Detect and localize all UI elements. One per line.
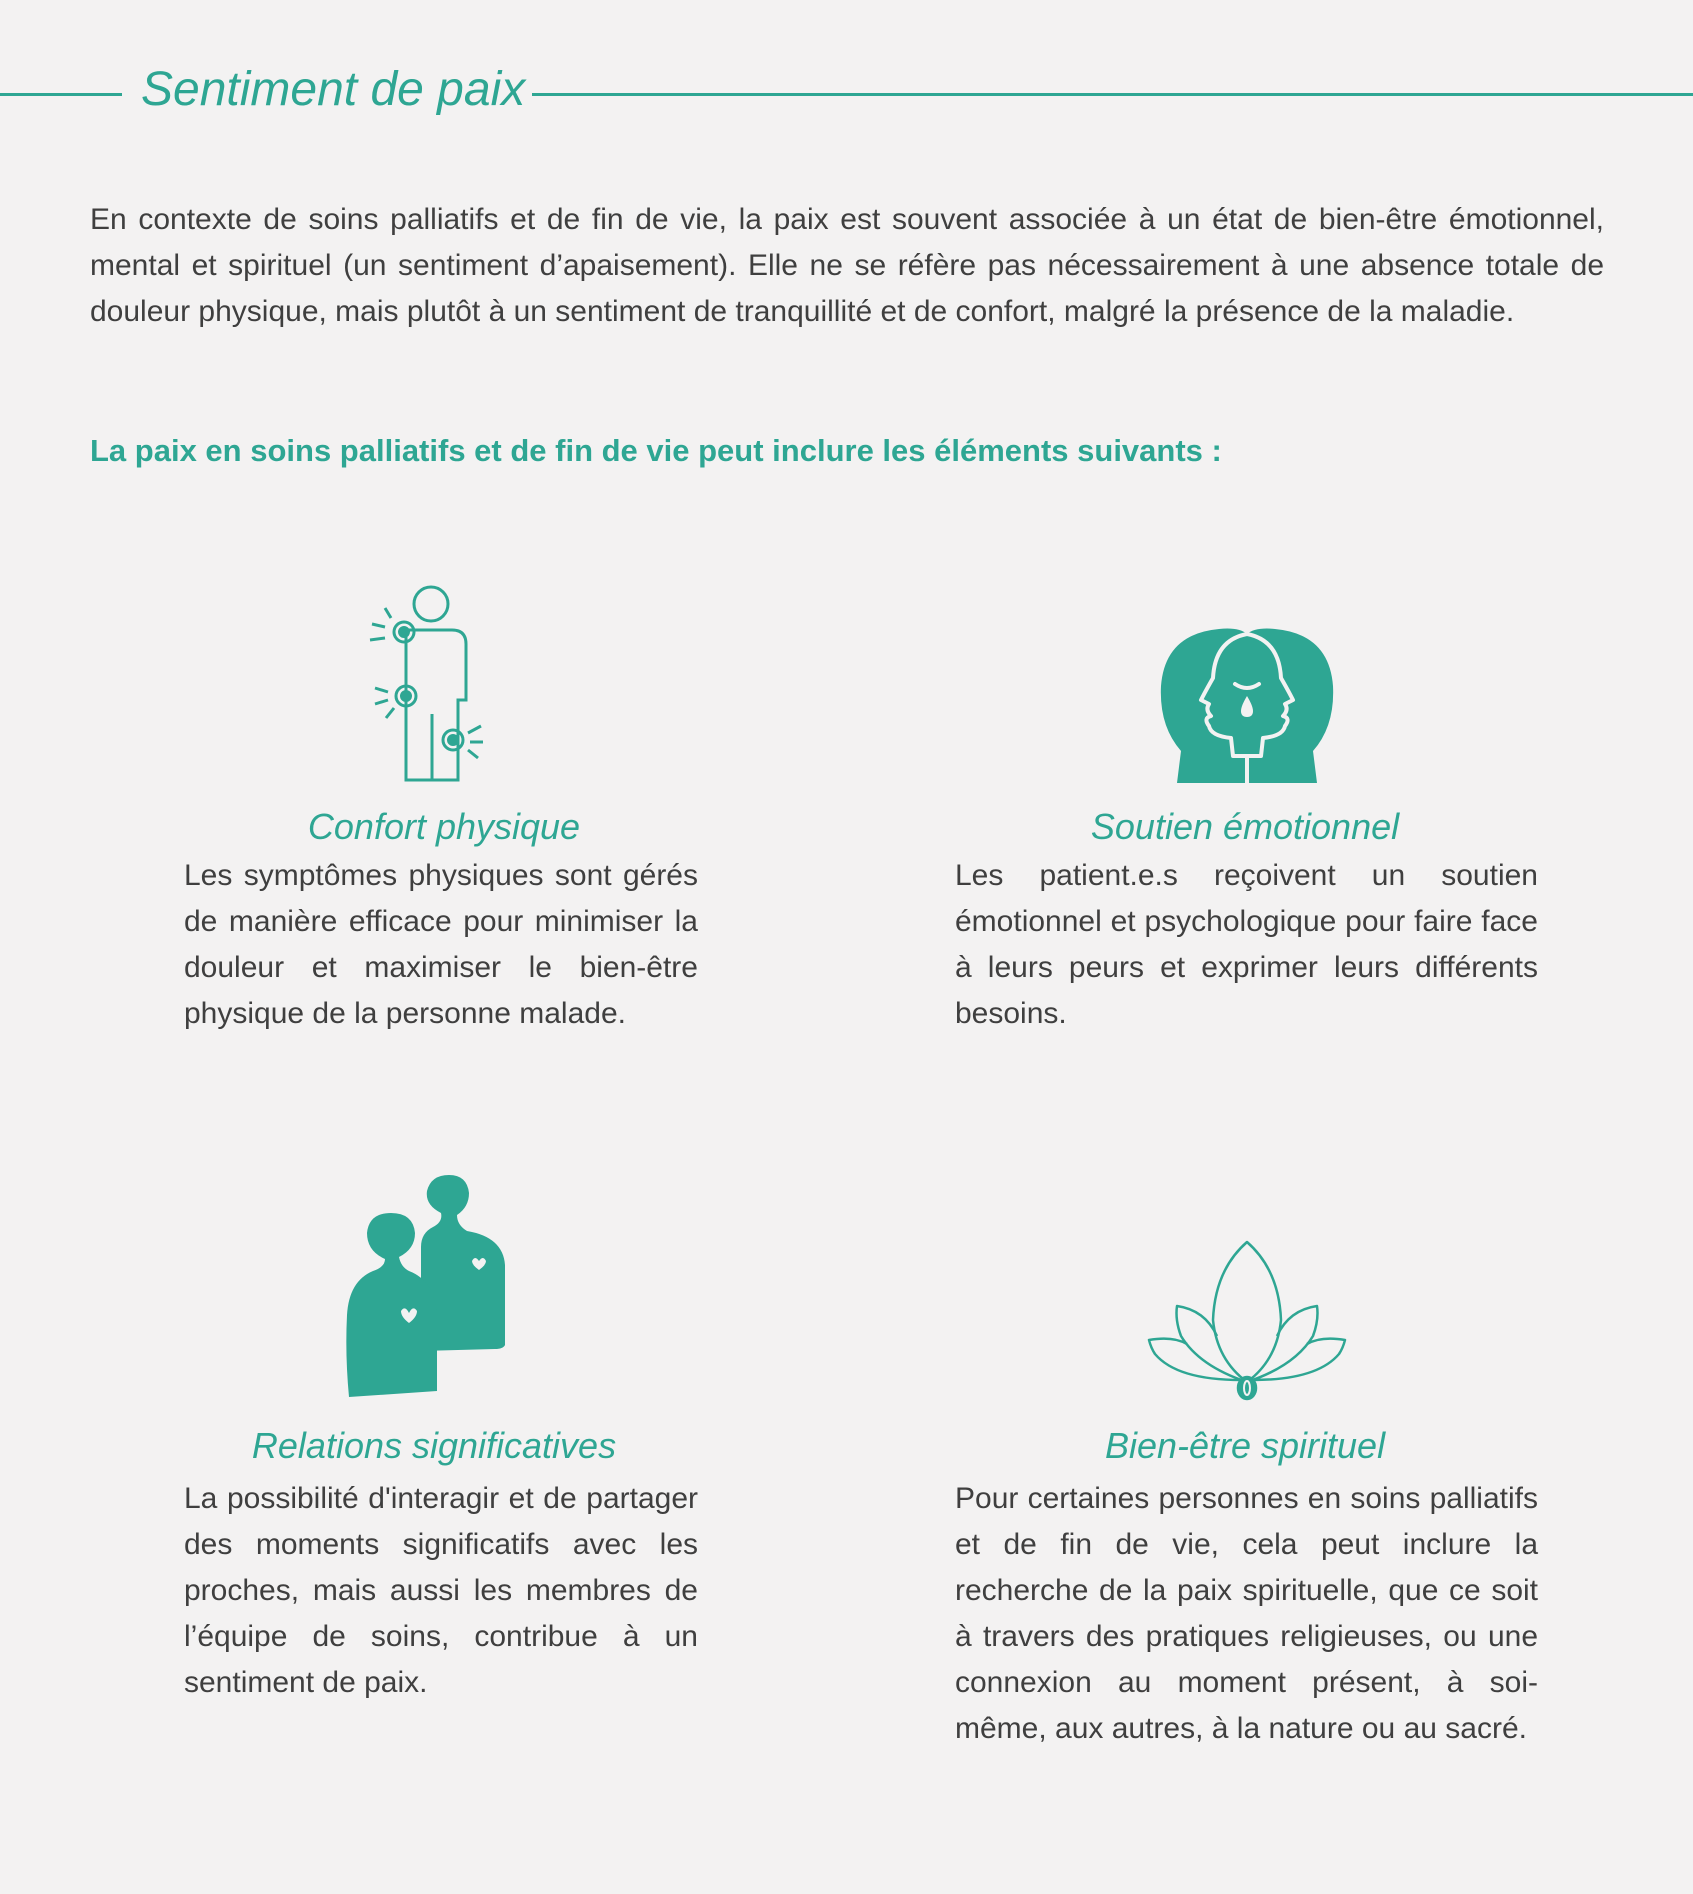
lotus-icon bbox=[1147, 1240, 1347, 1402]
two-people-hearts-icon bbox=[345, 1175, 507, 1397]
card-text: Les patient.e.s reçoivent un soutien émotionnel et psychologique pour faire face à leurs peurs et exprimer leurs différents besoins. bbox=[955, 859, 1538, 1030]
lead-heading: La paix en soins palliatifs et de fin de vie peut inclure les éléments suivants : bbox=[90, 433, 1222, 468]
page-title: Sentiment de paix bbox=[141, 63, 526, 116]
two-heads-tear-icon bbox=[1159, 626, 1335, 783]
body-pain-points-icon bbox=[360, 580, 500, 785]
header-rule-left bbox=[0, 93, 122, 96]
card-text: Les symptômes physiques sont gérés de manière efficace pour minimiser la douleur et maximiser le bien-être physique de la personne malade. bbox=[184, 859, 698, 1030]
card-title: Soutien émotionnel bbox=[1090, 806, 1400, 847]
intro-paragraph: En contexte de soins palliatifs et de fin de vie, la paix est souvent associée à un état de bien-être émotionnel, mental et spirituel (un sentiment d’apaisement). Elle ne se réfère pas nécessairement à une absence totale de douleur physique, mais plutôt à un sentiment de tranquillité et de confort, malgré la présence de la maladie. bbox=[90, 203, 1604, 328]
card-title: Relations significatives bbox=[251, 1425, 617, 1466]
card-title: Confort physique bbox=[307, 806, 581, 847]
card-text: Pour certaines personnes en soins palliatifs et de fin de vie, cela peut inclure la recherche de la paix spirituelle, que ce soit à travers des pratiques religieuses, ou une connexion au moment présent, à soi-même, aux autres, à la nature ou au sacré. bbox=[955, 1482, 1538, 1745]
card-title: Bien-être spirituel bbox=[1104, 1425, 1386, 1466]
header-rule-right bbox=[532, 93, 1693, 96]
card-text: La possibilité d'interagir et de partager des moments significatifs avec les proches, mais aussi les membres de l’équipe de soins, contribue à un sentiment de paix. bbox=[184, 1482, 698, 1699]
section-header bbox=[0, 60, 1693, 120]
